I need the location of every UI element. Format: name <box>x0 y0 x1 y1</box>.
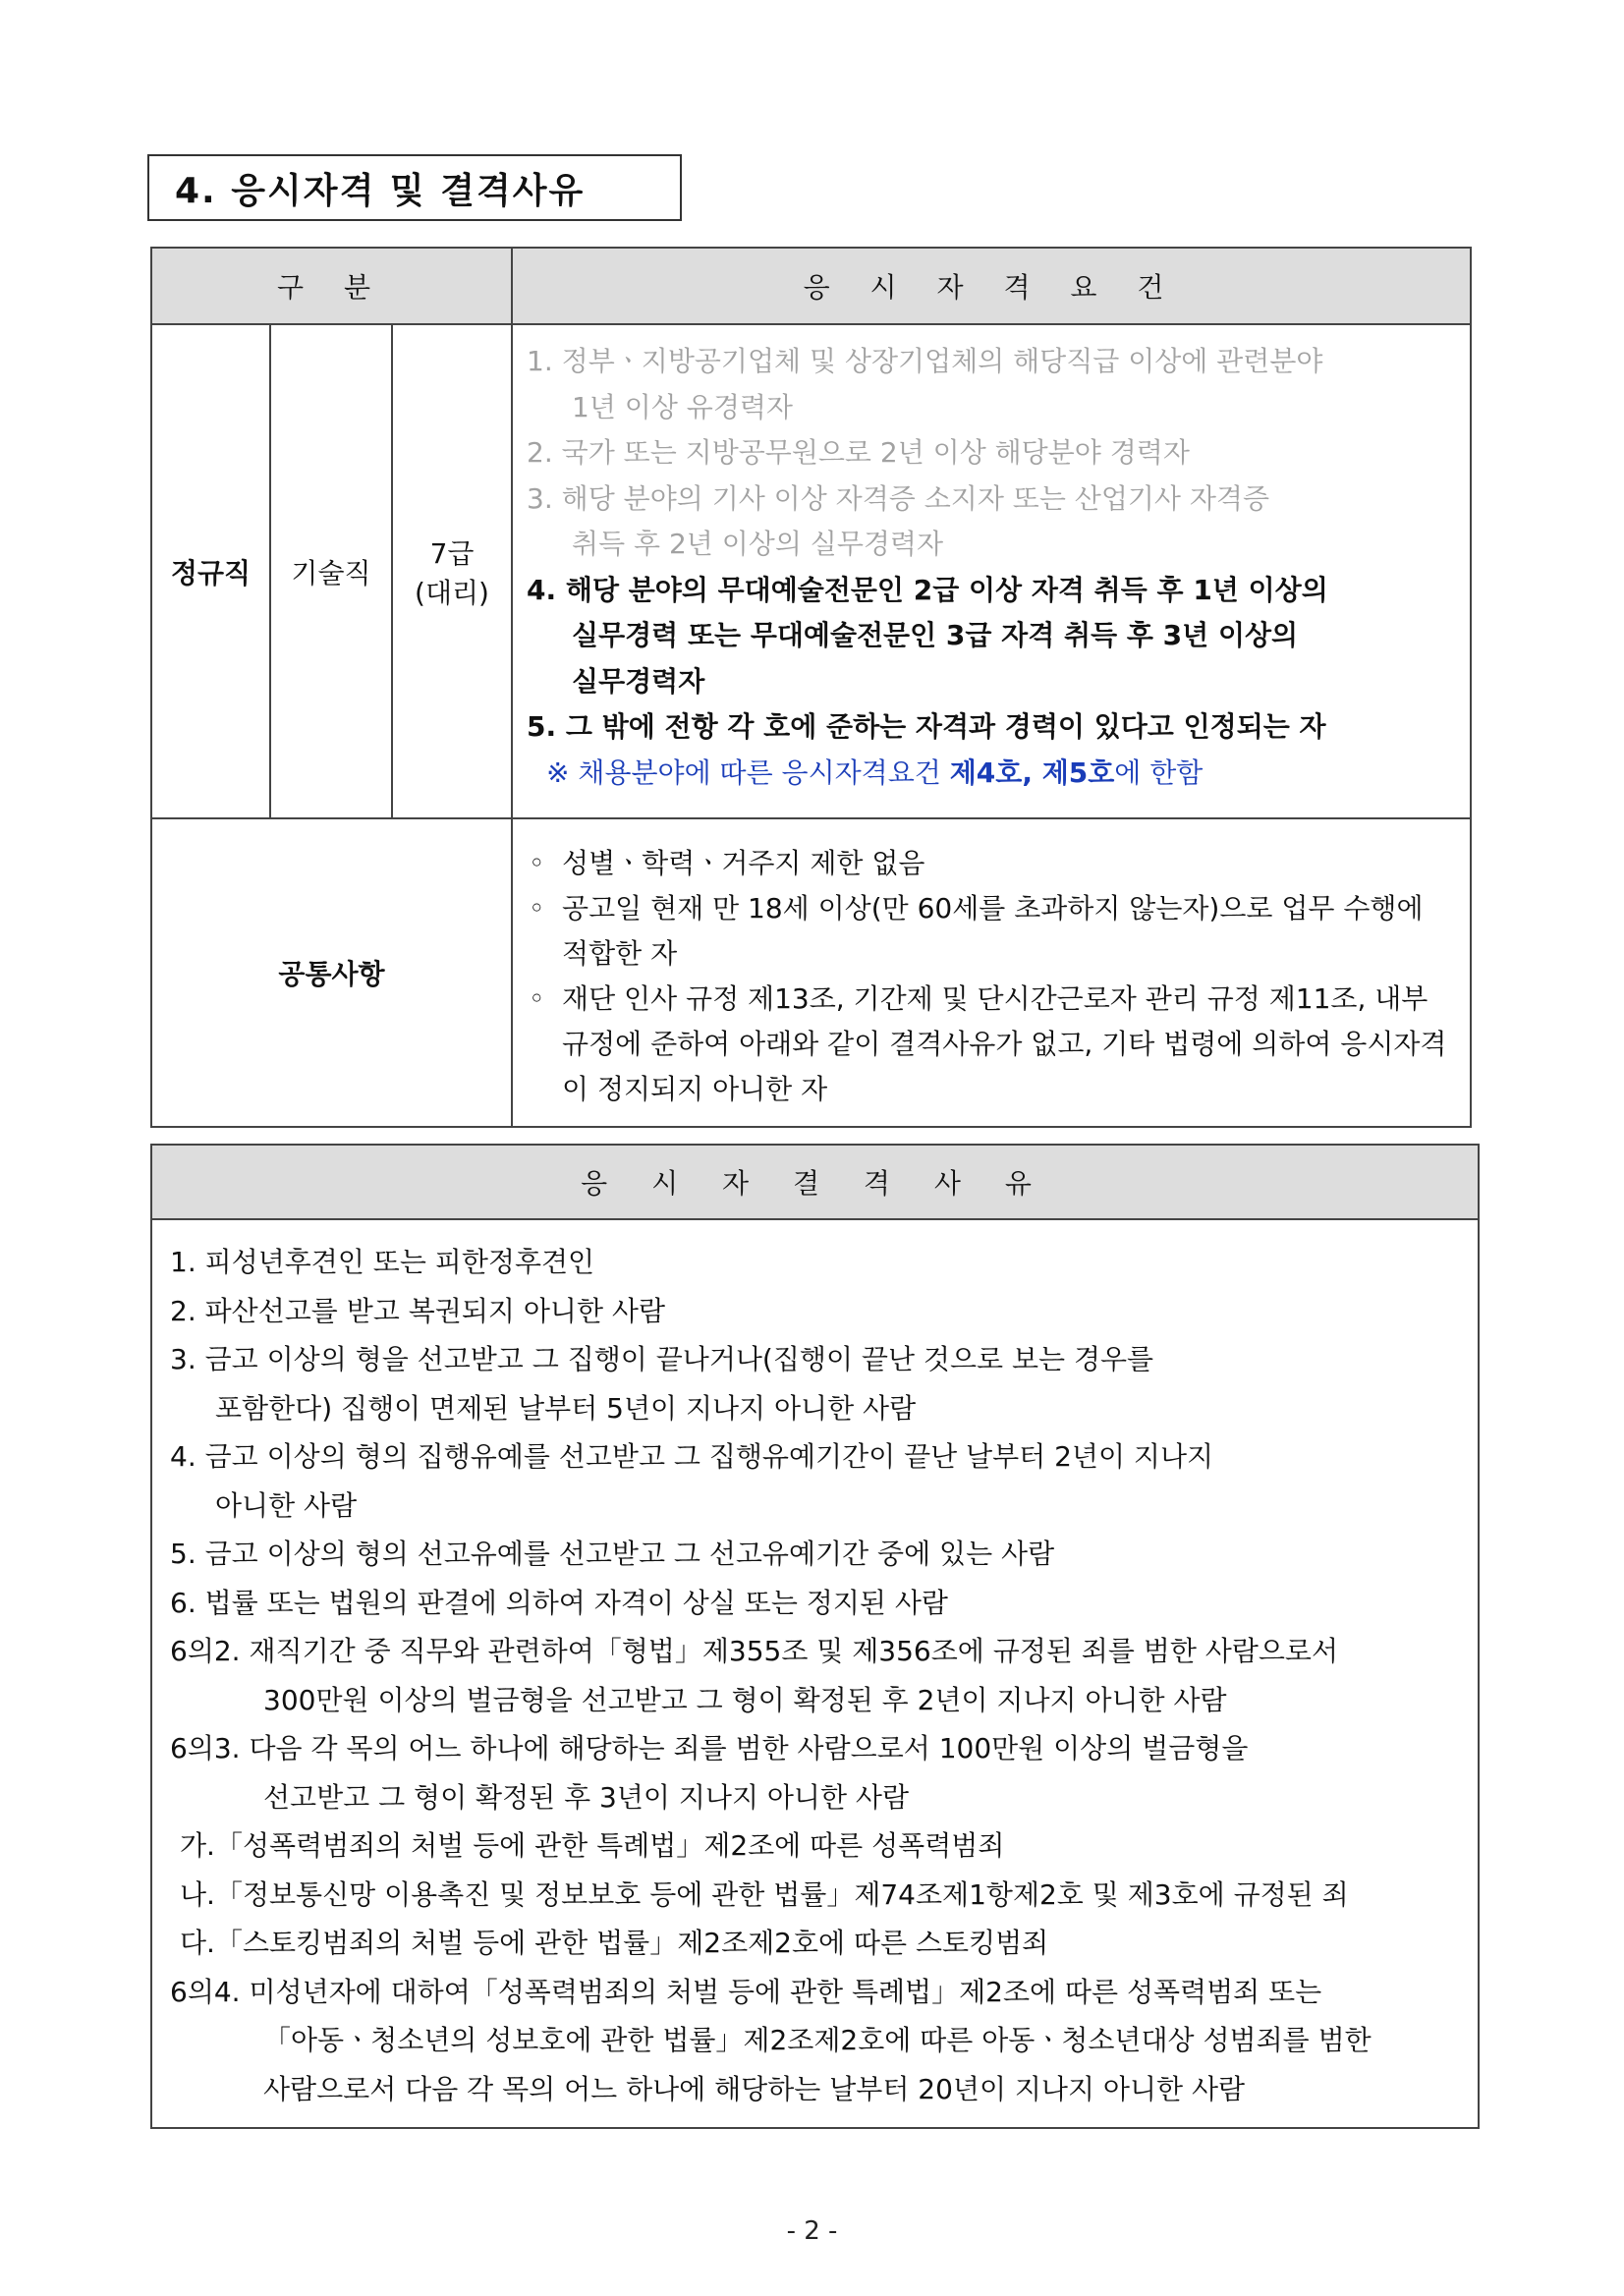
disq-line: 사람으로서 다음 각 목의 어느 하나에 해당하는 날부터 20년이 지나지 아니한 사람 <box>263 2072 1246 2105</box>
requirement-note <box>527 751 1456 797</box>
disq-line: 4. 금고 이상의 형의 집행유예를 선고받고 그 집행유예기간이 끝난 날부터 2년이 지나지 <box>170 1440 1214 1473</box>
disq-line: 나.「정보통신망 이용촉진 및 정보보호 등에 관한 법률」제74조제1항제2호 및 제3호에 규정된 죄 <box>180 1877 1349 1911</box>
req-line: 1. 정부ㆍ지방공기업체 및 상장기업체의 해당직급 이상에 관련분야 <box>527 345 1323 377</box>
disqualification-table <box>150 1144 1480 2129</box>
req-line: 실무경력자 <box>572 664 705 698</box>
page-number: - 2 - <box>786 2216 838 2246</box>
job-category: 기술직 <box>270 324 392 818</box>
header-requirements: 응 시 자 격 요 건 <box>512 248 1471 324</box>
disq-line: 가.「성폭력범죄의 처벌 등에 관한 특례법」제2조에 따른 성폭력범죄 <box>180 1829 1005 1862</box>
common-item: ◦ 성별ㆍ학력ㆍ거주지 제한 없음 <box>525 841 1458 886</box>
disq-line: 아니한 사람 <box>215 1488 358 1522</box>
disq-line: 포함한다) 집행이 면제된 날부터 5년이 지나지 아니한 사람 <box>215 1391 917 1425</box>
grade-line-2: (대리) <box>415 576 489 609</box>
req-line: 취득 후 2년 이상의 실무경력자 <box>572 528 944 560</box>
disq-line: 다.「스토킹범죄의 처벌 등에 관한 법률」제2조제2호에 따른 스토킹범죄 <box>180 1927 1049 1959</box>
common-label: 공통사항 <box>151 818 512 1127</box>
bullet-icon: ◦ <box>529 982 545 1015</box>
disq-line: 300만원 이상의 벌금형을 선고받고 그 형이 확정된 후 2년이 지나지 아니한 사람 <box>263 1683 1227 1716</box>
note-suffix: 에 한함 <box>1114 756 1204 789</box>
req-line: 5. 그 밖에 전항 각 호에 준하는 자격과 경력이 있다고 인정되는 자 <box>527 710 1326 743</box>
disq-line: 6의2. 재직기간 중 직무와 관련하여「형법」제355조 및 제356조에 규정된 죄를 범한 사람으로서 <box>170 1635 1339 1667</box>
job-grade <box>392 324 512 818</box>
disq-line: 1. 피성년후견인 또는 피한정후견인 <box>170 1246 595 1278</box>
bullet-icon: ◦ <box>529 892 545 924</box>
disq-line: 6의4. 미성년자에 대하여「성폭력범죄의 처벌 등에 관한 특례법」제2조에 따른 성폭력범죄 또는 <box>170 1975 1322 2008</box>
disq-line: 선고받고 그 형이 확정된 후 3년이 지나지 아니한 사람 <box>263 1780 910 1814</box>
req-line: 2. 국가 또는 지방공무원으로 2년 이상 해당분야 경력자 <box>527 436 1190 469</box>
header-category: 구 분 <box>151 248 512 324</box>
disq-line: 3. 금고 이상의 형을 선고받고 그 집행이 끝나거나(집행이 끝난 것으로 보는 경우를 <box>170 1343 1154 1375</box>
req-line: 실무경력 또는 무대예술전문인 3급 자격 취득 후 3년 이상의 <box>572 619 1299 651</box>
disq-line: 6의3. 다음 각 목의 어느 하나에 해당하는 죄를 범한 사람으로서 100만원 이상의 벌금형을 <box>170 1732 1249 1764</box>
qualification-row <box>151 324 1471 818</box>
bullet-icon: ◦ <box>529 847 545 879</box>
section-title: 4. 응시자격 및 결격사유 <box>147 154 682 221</box>
req-line: 1년 이상 유경력자 <box>572 390 793 423</box>
common-cell <box>512 818 1471 1127</box>
grade-line-1: 7급 <box>429 536 475 570</box>
disq-line: 5. 금고 이상의 형의 선고유예를 선고받고 그 선고유예기간 중에 있는 사람 <box>170 1538 1055 1570</box>
qualification-table <box>150 247 1472 1128</box>
note-prefix: ※ 채용분야에 따른 응시자격요건 <box>546 756 950 789</box>
common-item: ◦ 재단 인사 규정 제13조, 기간제 및 단시간근로자 관리 규정 제11조, 내부 규정에 준하여 아래와 같이 결격사유가 없고, 기타 법령에 의하여 응시자격이 정지되지 아니한 자 <box>525 977 1458 1112</box>
common-row <box>151 818 1471 1127</box>
disqualification-header: 응 시 자 결 격 사 유 <box>151 1145 1479 1219</box>
requirements-cell <box>512 324 1471 818</box>
disq-line: 「아동ㆍ청소년의 성보호에 관한 법률」제2조제2호에 따른 아동ㆍ청소년대상 성범죄를 범한 <box>263 2024 1372 2056</box>
disq-line: 2. 파산선고를 받고 복권되지 아니한 사람 <box>170 1294 665 1327</box>
disqualification-body <box>151 1219 1479 2128</box>
req-line: 4. 해당 분야의 무대예술전문인 2급 이상 자격 취득 후 1년 이상의 <box>527 573 1328 606</box>
note-bold: 제4호, 제5호 <box>949 756 1115 789</box>
qualification-table-header <box>151 248 1471 324</box>
disq-line: 6. 법률 또는 법원의 판결에 의하여 자격이 상실 또는 정지된 사람 <box>170 1586 948 1619</box>
employment-type: 정규직 <box>151 324 270 818</box>
req-line: 3. 해당 분야의 기사 이상 자격증 소지자 또는 산업기사 자격증 <box>527 481 1270 515</box>
common-item: ◦ 공고일 현재 만 18세 이상(만 60세를 초과하지 않는자)으로 업무 수행에 적합한 자 <box>525 886 1458 977</box>
